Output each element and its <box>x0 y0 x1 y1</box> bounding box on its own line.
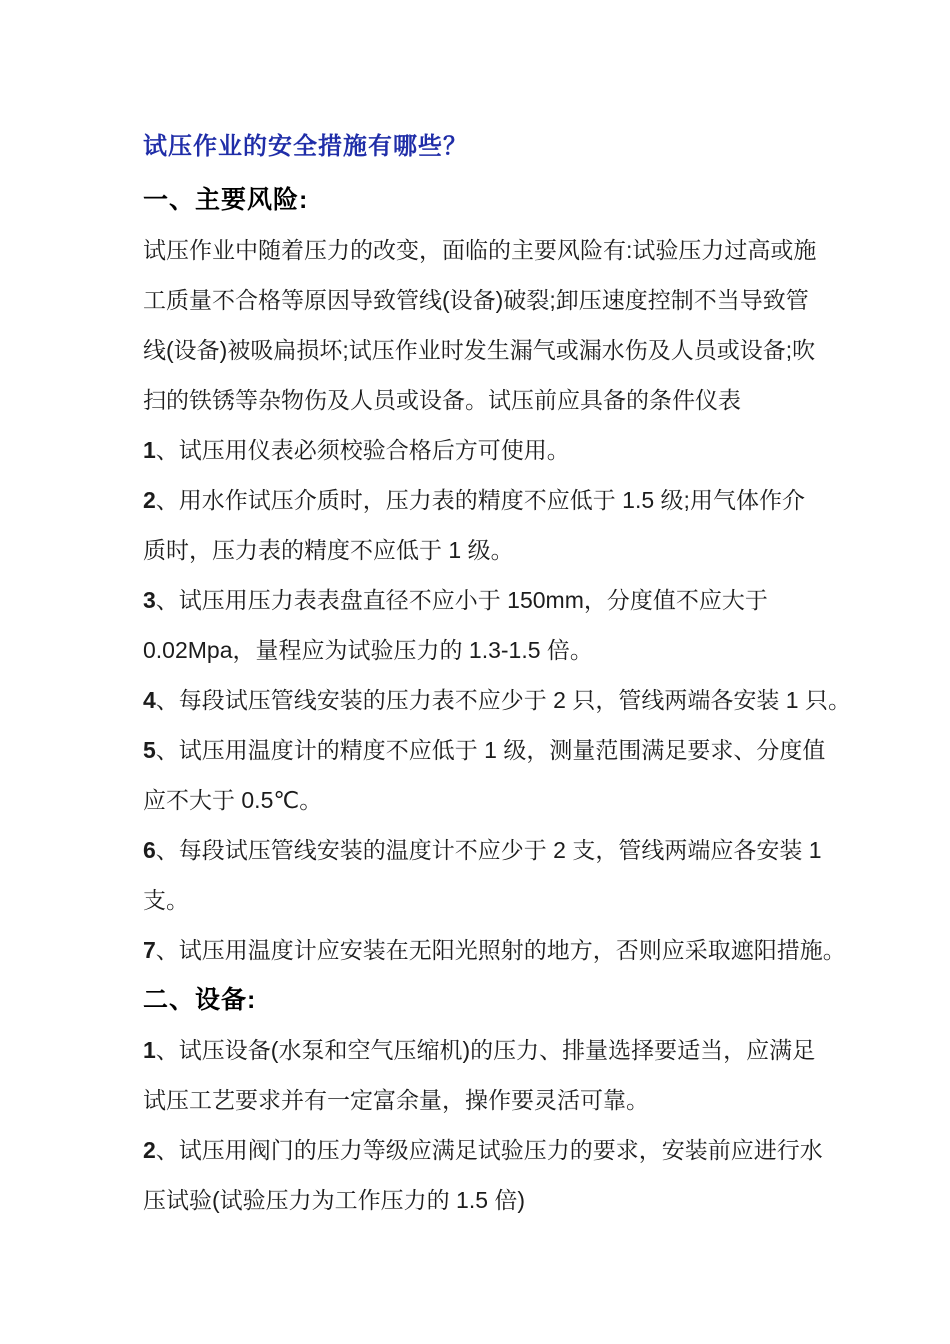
text-segment: 线(设备)被吸扁损坏;试压作业时发生漏气或漏水伤及人员或设备;吹 <box>143 337 816 363</box>
text-segment: 试压作业中随着压力的改变，面临的主要风险有:试验压力过高或施 <box>143 237 817 263</box>
text-segment: 、试压用阀门的压力等级应满足试验压力的要求，安装前应进行水 <box>155 1137 823 1163</box>
list-number: 二、设备: <box>143 986 257 1014</box>
text-segment: 支。 <box>143 887 189 913</box>
list-number: 2 <box>143 1137 156 1163</box>
text-segment: 、试压用压力表表盘直径不应小于 150mm，分度值不应大于 <box>155 587 768 613</box>
text-line <box>143 475 855 525</box>
text-line <box>143 875 855 925</box>
text-segment: 、每段试压管线安装的压力表不应少于 2 只，管线两端各安装 1 只。 <box>155 687 851 713</box>
text-segment: 、试压设备(水泵和空气压缩机)的压力、排量选择要适当，应满足 <box>155 1037 816 1063</box>
text-line <box>143 275 855 325</box>
text-line <box>143 225 855 275</box>
text-line <box>143 1075 855 1125</box>
text-line <box>143 925 855 975</box>
text-line <box>143 425 855 475</box>
text-segment: 、试压用温度计的精度不应低于 1 级，测量范围满足要求、分度值 <box>155 737 826 763</box>
text-line <box>143 625 855 675</box>
list-number: 4 <box>143 687 156 713</box>
text-segment: 、每段试压管线安装的温度计不应少于 2 支，管线两端应各安装 1 <box>155 837 822 863</box>
text-line <box>143 375 855 425</box>
section-heading <box>143 975 855 1025</box>
text-line <box>143 1175 855 1225</box>
list-number: 1 <box>143 1037 156 1063</box>
text-line <box>143 775 855 825</box>
list-number: 3 <box>143 587 156 613</box>
text-line <box>143 725 855 775</box>
list-number: 7 <box>143 937 156 963</box>
list-number: 2 <box>143 487 156 513</box>
text-segment: 、试压用仪表必须校验合格后方可使用。 <box>155 437 570 463</box>
text-segment: 试压工艺要求并有一定富余量，操作要灵活可靠。 <box>143 1087 649 1113</box>
text-line <box>143 675 855 725</box>
text-line <box>143 1025 855 1075</box>
text-segment: 应不大于 0.5℃。 <box>143 787 323 813</box>
text-line <box>143 825 855 875</box>
text-segment: 质时，压力表的精度不应低于 1 级。 <box>143 537 514 563</box>
text-segment: 、试压用温度计应安装在无阳光照射的地方，否则应采取遮阳措施。 <box>155 937 846 963</box>
text-segment: 压试验(试验压力为工作压力的 1.5 倍) <box>143 1187 526 1213</box>
text-segment: 扫的铁锈等杂物伤及人员或设备。试压前应具备的条件仪表 <box>143 387 741 413</box>
document-title: 试压作业的安全措施有哪些？ <box>143 134 468 160</box>
text-segment: 、用水作试压介质时，压力表的精度不应低于 1.5 级;用气体作介 <box>155 487 805 513</box>
text-line <box>143 575 855 625</box>
text-line <box>143 525 855 575</box>
text-line <box>143 325 855 375</box>
section-heading <box>143 175 855 225</box>
list-number: 5 <box>143 737 156 763</box>
list-number: 一、主要风险: <box>143 186 309 214</box>
text-line <box>143 1125 855 1175</box>
list-number: 6 <box>143 837 156 863</box>
text-segment: 0.02Mpa，量程应为试验压力的 1.3-1.5 倍。 <box>143 637 593 663</box>
text-segment: 工质量不合格等原因导致管线(设备)破裂;卸压速度控制不当导致管 <box>143 287 809 313</box>
document-body <box>143 175 855 1225</box>
list-number: 1 <box>143 437 156 463</box>
